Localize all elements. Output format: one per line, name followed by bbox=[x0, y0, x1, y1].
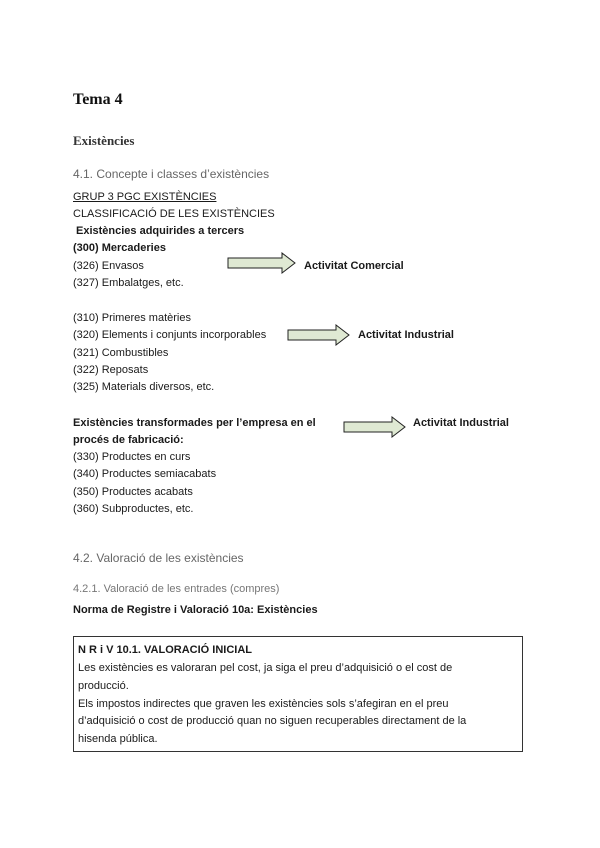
arrow-right-icon bbox=[343, 416, 407, 438]
label-activitat-industrial-2: Activitat Industrial bbox=[413, 417, 509, 429]
classification-heading: CLASSIFICACIÓ DE LES EXISTÈNCIES bbox=[73, 208, 275, 220]
section-heading-4-1: 4.1. Concepte i classes d’existències bbox=[73, 167, 270, 181]
block2-line-reposats: (322) Reposats bbox=[73, 364, 149, 376]
block3-line-semiacabats: (340) Productes semiacabats bbox=[73, 468, 217, 480]
box-line-5: hisenda pública. bbox=[78, 733, 158, 745]
block2-line-primeres: (310) Primeres matèries bbox=[73, 312, 191, 324]
group-heading: GRUP 3 PGC EXISTÈNCIES bbox=[73, 191, 217, 203]
section-heading-4-2-1: 4.2.1. Valoració de les entrades (compres) bbox=[73, 583, 280, 595]
section-heading-4-2: 4.2. Valoració de les existències bbox=[73, 551, 244, 565]
block1-heading: Existències adquirides a tercers bbox=[76, 225, 245, 237]
block3-heading-line1: Existències transformades per l’empresa en el bbox=[73, 417, 316, 429]
block1-line-envasos: (326) Envasos bbox=[73, 260, 144, 272]
box-line-3: Els impostos indirectes que graven les existències sols s’afegiran en el preu bbox=[78, 698, 449, 710]
block2-line-combustibles: (321) Combustibles bbox=[73, 347, 169, 359]
block2-line-elements: (320) Elements i conjunts incorporables bbox=[73, 329, 267, 341]
label-activitat-comercial: Activitat Comercial bbox=[304, 260, 404, 272]
block1-line-embalatges: (327) Embalatges, etc. bbox=[73, 277, 184, 289]
block3-line-acabats: (350) Productes acabats bbox=[73, 486, 193, 498]
page-subtitle: Existències bbox=[73, 133, 135, 148]
page-title: Tema 4 bbox=[73, 91, 123, 108]
box-line-1: Les existències es valoraran pel cost, ja siga el preu d’adquisició o el cost de bbox=[78, 662, 453, 674]
block3-line-curs: (330) Productes en curs bbox=[73, 451, 191, 463]
block1-line-mercaderies: (300) Mercaderies bbox=[73, 242, 166, 254]
norma-heading: Norma de Registre i Valoració 10a: Existències bbox=[73, 604, 318, 616]
box-line-2: producció. bbox=[78, 680, 129, 692]
box-title: N R i V 10.1. VALORACIÓ INICIAL bbox=[78, 644, 252, 656]
norma-box bbox=[73, 636, 523, 752]
box-line-4: d’adquisició o cost de producció quan no siguen recuperables directament de la bbox=[78, 715, 467, 727]
arrow-right-icon bbox=[227, 252, 297, 274]
block3-line-subproductes: (360) Subproductes, etc. bbox=[73, 503, 194, 515]
block2-line-materials: (325) Materials diversos, etc. bbox=[73, 381, 215, 393]
block3-heading-line2: procés de fabricació: bbox=[73, 434, 184, 446]
label-activitat-industrial-1: Activitat Industrial bbox=[358, 329, 454, 341]
arrow-right-icon bbox=[287, 324, 351, 346]
